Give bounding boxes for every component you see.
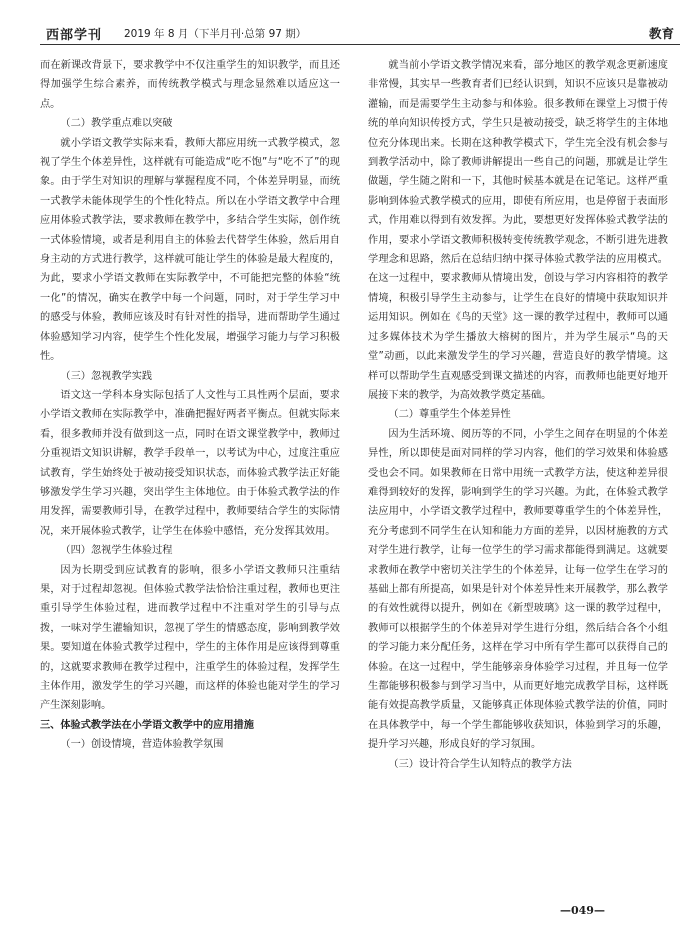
paragraph: 就当前小学语文教学情况来看，部分地区的教学观念更新速度非常慢，其实早一些教育者们已经认识到，知识不应该只是靠被动灌输，而是需要学生主动参与和体验。很多教师在课堂上习惯于传统的单向知识传授方式，学生只是被动接受，缺乏将学生的主体地位充分体现出来。长期在这种教学模式下，学生完全没有机会参与到教学活动中，除了教师讲解提出一些自己的问题，那就是让学生做题，学生随之附和一下，其他时候基本就是在记笔记。这样严重影响到体验式教学模式的应用，即使有所应用，也是停留于表面形式，作用难以得到有效发挥。为此，要想更好发挥体验式教学法的作用，要求小学语文教师积极转变传统教学观念，不断引进先进教学理念和思路，然后在总结归纳中探寻体验式教学法的应用模式。在这一过程中，要求教师从情境出发，创设与学习内容相符的教学情境，积极引导学生主动参与，让学生在良好的情境中获取知识并运用知识。例如在《鸟的天堂》这一课的教学过程中，教师可以通过多媒体技术为学生播放大榕树的图片，并为学生展示“鸟的天堂”动画，以此来激发学生的学习兴趣，营造良好的教学情境。这样可以帮助学生直观感受到课文描述的内容，而教师也能更好地开展接下来的教学，为高效教学奠定基础。 <box>368 60 668 401</box>
subsection-heading: （三）设计符合学生认知特点的教学方法 <box>388 758 572 770</box>
journal-name: 西部学刊 <box>46 28 103 43</box>
section-label: 教育 <box>648 26 674 41</box>
subsection-heading: （三）忽视教学实践 <box>60 370 153 382</box>
left-column <box>40 56 340 886</box>
page-header <box>40 22 680 45</box>
section-heading: 三、体验式教学法在小学语文教学中的应用措施 <box>40 719 254 731</box>
subsection-heading: （一）创设情境，营造体验教学氛围 <box>60 739 224 751</box>
paragraph-continued: 而在新课改背景下，要求教学中不仅注重学生的知识教学，而且还得加强学生综合素养，而传统教学模式与理念显然难以适应这一点。 <box>40 60 340 110</box>
paragraph: 因为生活环境、阅历等的不同，小学生之间存在明显的个体差异性，所以即使是面对同样的学习内容，他们的学习效果和体验感受也会不同。如果教师在日常中用统一式教学方法，使这种差异很难得到较好的发挥，影响到学生的学习兴趣。为此，在体验式教学法应用中，小学语文教学过程中，教师要尊重学生的个体差异性，充分考虑到不同学生在认知和能力方面的差异，以因材施教的方式对学生进行教学，让每一位学生的学习需求都能得到满足。这就要求教师在教学中密切关注学生的个体差异，让每一位学生在学习的基础上都有所提高，如果是针对个体差异性来开展教学，那么教学的有效性就得以提升，例如在《新型玻璃》这一课的教学过程中，教师可以根据学生的个体差异对学生进行分组，然后结合各个小组的学习能力来分配任务，这样在学习中所有学生都可以获得自己的体验。在这一过程中，学生能够亲身体验学习过程，并且每一位学生都能够积极参与到学习当中，从而更好地完成教学目标，这样既能有效提高教学质量，又能够真正体现体验式教学法的价值，同时在具体教学中，每一个学生都能够收获知识，体验到学习的乐趣，提升学习兴趣，形成良好的学习氛围。 <box>368 428 668 751</box>
paragraph: 就小学语文教学实际来看，教师大都应用统一式教学模式，忽视了学生个体差异性，这样就有可能造成“吃不饱”与“吃不了”的现象。由于学生对知识的理解与掌握程度不同，个体差异明显，而统一式教学未能体现学生的个性化特点。所以在小学语文教学中合理应用体验式教学法，要求教师在教学中，多结合学生实际，创作统一式体验情境，或者是利用自主的体验去代替学生体验，然后用自身主动的方式进行教学，这样就可能让学生的体验是最大程度的，为此，要求小学语文教师在实际教学中，不可能把完整的体验“统一化”的情况，确实在教学中每一个问题，同时，对于学生学习中的感受与体验，教师应该及时有针对性的指导，进而帮助学生通过体验感知学习内容，使学生个性化发展，增强学习能力与学习积极性。 <box>40 137 340 363</box>
subsection-heading: （二）尊重学生个体差异性 <box>388 409 511 421</box>
issue-info: 2019 年 8 月（下半月刊·总第 97 期） <box>124 28 307 40</box>
subsection-heading: （四）忽视学生体验过程 <box>60 545 173 557</box>
subsection-heading: （二）教学重点难以突破 <box>60 118 173 130</box>
paragraph: 因为长期受到应试教育的影响，很多小学语文教师只注重结果，对于过程却忽视。但体验式教学法恰恰注重过程，教师也更注重引导学生体验过程，进而教学过程中不注重对学生的引导与点拨，一味对学生灌输知识，忽视了学生的情感态度，影响到教学效果。要知道在体验式教学过程中，学生的主体作用是应该得到尊重的，这就要求教师在教学过程中，注重学生的体验过程，发挥学生主体作用，激发学生的学习兴趣，而这样的体验也能对学生的学习产生深刻影响。 <box>40 564 340 712</box>
right-column <box>368 56 668 886</box>
page-number: —049— <box>560 904 605 917</box>
paragraph: 语文这一学科本身实际包括了人文性与工具性两个层面，要求小学语文教师在实际教学中，准确把握好两者平衡点。但就实际来看，很多教师并没有做到这一点，同时在语文课堂教学中，教师过分重视语文知识讲解，教学手段单一，以考试为中心，过度注重应试教育，学生始终处于被动接受知识状态，而体验式教学法正好能够激发学生学习兴趣，突出学生主体地位。由于体验式教学法的作用发挥，需要教师引导，在教学过程中，教师要结合学生的实际情况，来开展体验式教学，让学生在体验中感悟，充分发挥其效用。 <box>40 389 340 537</box>
